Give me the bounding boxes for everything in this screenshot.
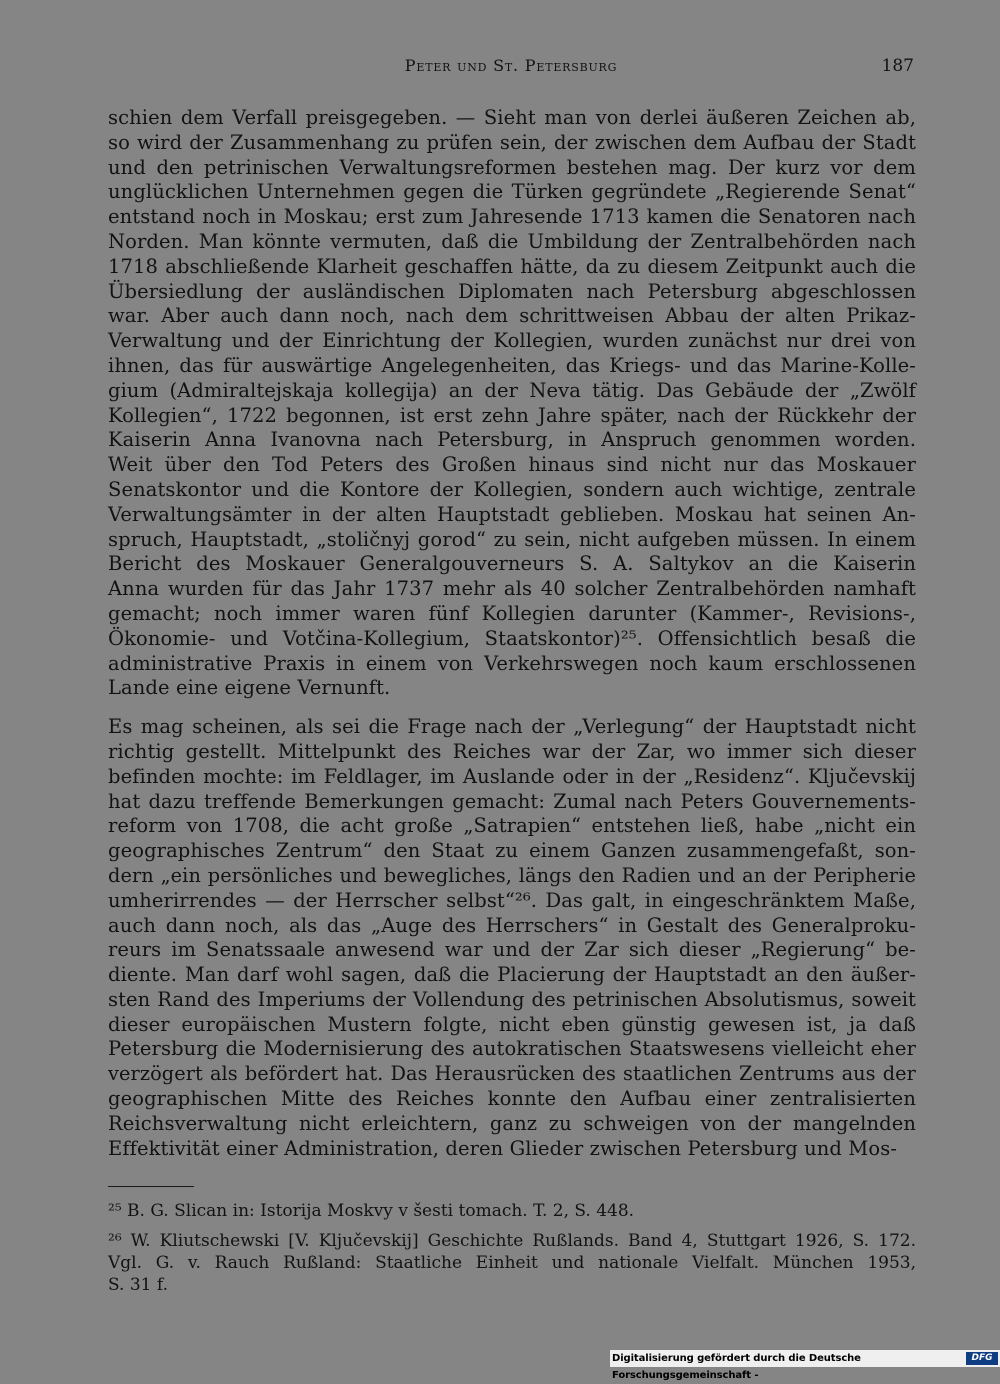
text-line: Bericht des Moskauer Generalgouverneurs S. A. Saltykov an die Kaiserin [108,552,916,576]
text-line: reform von 1708, die acht große „Satrapien“ entstehen ließ, habe „nicht ein [108,814,916,838]
footnote-line: ²⁶ W. Kliutschewski [V. Ključevskij] Geschichte Rußlands. Band 4, Stuttgart 1926, S. 172. [108,1231,916,1251]
text-line: spruch, Hauptstadt, „stoličnyj gorod“ zu sein, nicht aufgeben müssen. In einem [108,527,916,551]
text-line: war. Aber auch dann noch, nach dem schrittweisen Abbau der alten Prikaz- [108,304,916,328]
text-line: Verwaltungsämter in der alten Hauptstadt geblieben. Moskau hat seinen An- [108,502,916,526]
text-line: Es mag scheinen, als sei die Frage nach der „Verlegung“ der Hauptstadt nicht [108,715,916,739]
text-line: unglücklichen Unternehmen gegen die Türken gegründete „Regierende Senat“ [108,180,916,204]
dfg-funding-notice [610,1350,1000,1381]
running-title: Peter und St. Petersburg [404,56,618,75]
text-line: reurs im Senatssaale anwesend war und der Zar sich dieser „Regierung“ be- [108,938,916,962]
body-text [108,106,916,1161]
text-line: ihnen, das für auswärtige Angelegenheiten, das Kriegs- und das Marine-Kolle- [108,353,916,377]
text-line: und den petrinischen Verwaltungsreformen bestehen mag. Der kurz vor dem [108,155,916,179]
text-line: geographisches Zentrum“ den Staat zu einem Ganzen zusammengefaßt, son- [108,839,916,863]
text-line: hat dazu treffende Bemerkungen gemacht: Zumal nach Peters Gouvernements- [108,789,916,813]
text-line: Ökonomie- und Votčina-Kollegium, Staatskontor)²⁵. Offensichtlich besaß die [108,626,916,650]
text-line: Übersiedlung der ausländischen Diplomaten nach Petersburg abgeschlossen [108,279,916,303]
text-line: Reichsverwaltung nicht erleichtern, ganz zu schweigen von der mangelnden [108,1111,916,1135]
text-line: Senatskontor und die Kontore der Kollegien, sondern auch wichtige, zentrale [108,477,916,501]
footnote-separator [108,1186,194,1187]
text-line: Verwaltung und der Einrichtung der Kollegien, wurden zunächst nur drei von [108,329,916,353]
footnote [108,1200,916,1222]
footnote [108,1230,916,1296]
paragraph [108,106,916,701]
footnotes [108,1200,916,1296]
text-line: so wird der Zusammenhang zu prüfen sein, der zwischen dem Aufbau der Stadt [108,130,916,154]
text-line: dieser europäischen Mustern folgte, nicht eben günstig gewesen ist, ja daß [108,1012,916,1036]
text-line: umherirrendes — der Herrscher selbst“²⁶. Das galt, in eingeschränktem Maße, [108,888,916,912]
text-line: Petersburg die Modernisierung des autokratischen Staatswesens vielleicht eher [108,1037,916,1061]
text-line: schien dem Verfall preisgegeben. — Sieht man von derlei äußeren Zeichen ab, [108,106,916,129]
text-line: befinden mochte: im Feldlager, im Auslande oder in der „Residenz“. Ključevskij [108,764,916,788]
dfg-notice-text: Digitalisierung gefördert durch die Deutsche Forschungsgemeinschaft - [612,1353,861,1381]
text-line: verzögert als befördert hat. Das Herausrücken des staatlichen Zentrums aus der [108,1062,916,1086]
footnote-line: Vgl. G. v. Rauch Rußland: Staatliche Einheit und nationale Vielfalt. München 1953, [108,1253,916,1273]
text-line: gemacht; noch immer waren fünf Kollegien darunter (Kammer-, Revisions-, [108,601,916,625]
paragraph [108,715,916,1161]
footnote-line: ²⁵ B. G. Slican in: Istorija Moskvy v šesti tomach. T. 2, S. 448. [108,1201,635,1221]
text-line: entstand noch in Moskau; erst zum Jahresende 1713 kamen die Senatoren nach [108,205,916,229]
text-line: Anna wurden für das Jahr 1737 mehr als 40 solcher Zentralbehörden namhaft [108,577,916,601]
text-line: Kaiserin Anna Ivanovna nach Petersburg, in Anspruch genommen worden. [108,428,916,452]
text-line: Norden. Man könnte vermuten, daß die Umbildung der Zentralbehörden nach [108,229,916,253]
text-line: diente. Man darf wohl sagen, daß die Placierung der Hauptstadt an den äußer- [108,963,916,987]
text-line: dern „ein persönliches und bewegliches, längs den Radien und an der Peripherie [108,863,916,887]
text-line: auch dann noch, als das „Auge des Herrschers“ in Gestalt des Generalproku- [108,913,916,937]
page-number: 187 [881,56,914,76]
text-line: Kollegien“, 1722 begonnen, ist erst zehn Jahre später, nach der Rückkehr der [108,403,916,427]
text-line: gium (Admiraltejskaja kollegija) an der Neva tätig. Das Gebäude der „Zwölf [108,378,916,402]
footnote-line: S. 31 f. [108,1275,168,1295]
text-line: Weit über den Tod Peters des Großen hinaus sind nicht nur das Moskauer [108,453,916,477]
text-line: geographischen Mitte des Reiches konnte den Aufbau einer zentralisierten [108,1087,916,1111]
text-line: Lande eine eigene Vernunft. [108,676,391,700]
text-line: richtig gestellt. Mittelpunkt des Reiches war der Zar, wo immer sich dieser [108,739,916,763]
text-line: sten Rand des Imperiums der Vollendung des petrinischen Absolutismus, soweit [108,987,916,1011]
text-line: administrative Praxis in einem von Verkehrswegen noch kaum erschlossenen [108,651,916,675]
page-header [108,56,914,80]
dfg-logo-icon: DFG [966,1352,998,1365]
text-line: 1718 abschließende Klarheit geschaffen hätte, da zu diesem Zeitpunkt auch die [108,254,916,278]
text-line: Effektivität einer Administration, deren Glieder zwischen Petersburg und Mos- [108,1136,897,1160]
